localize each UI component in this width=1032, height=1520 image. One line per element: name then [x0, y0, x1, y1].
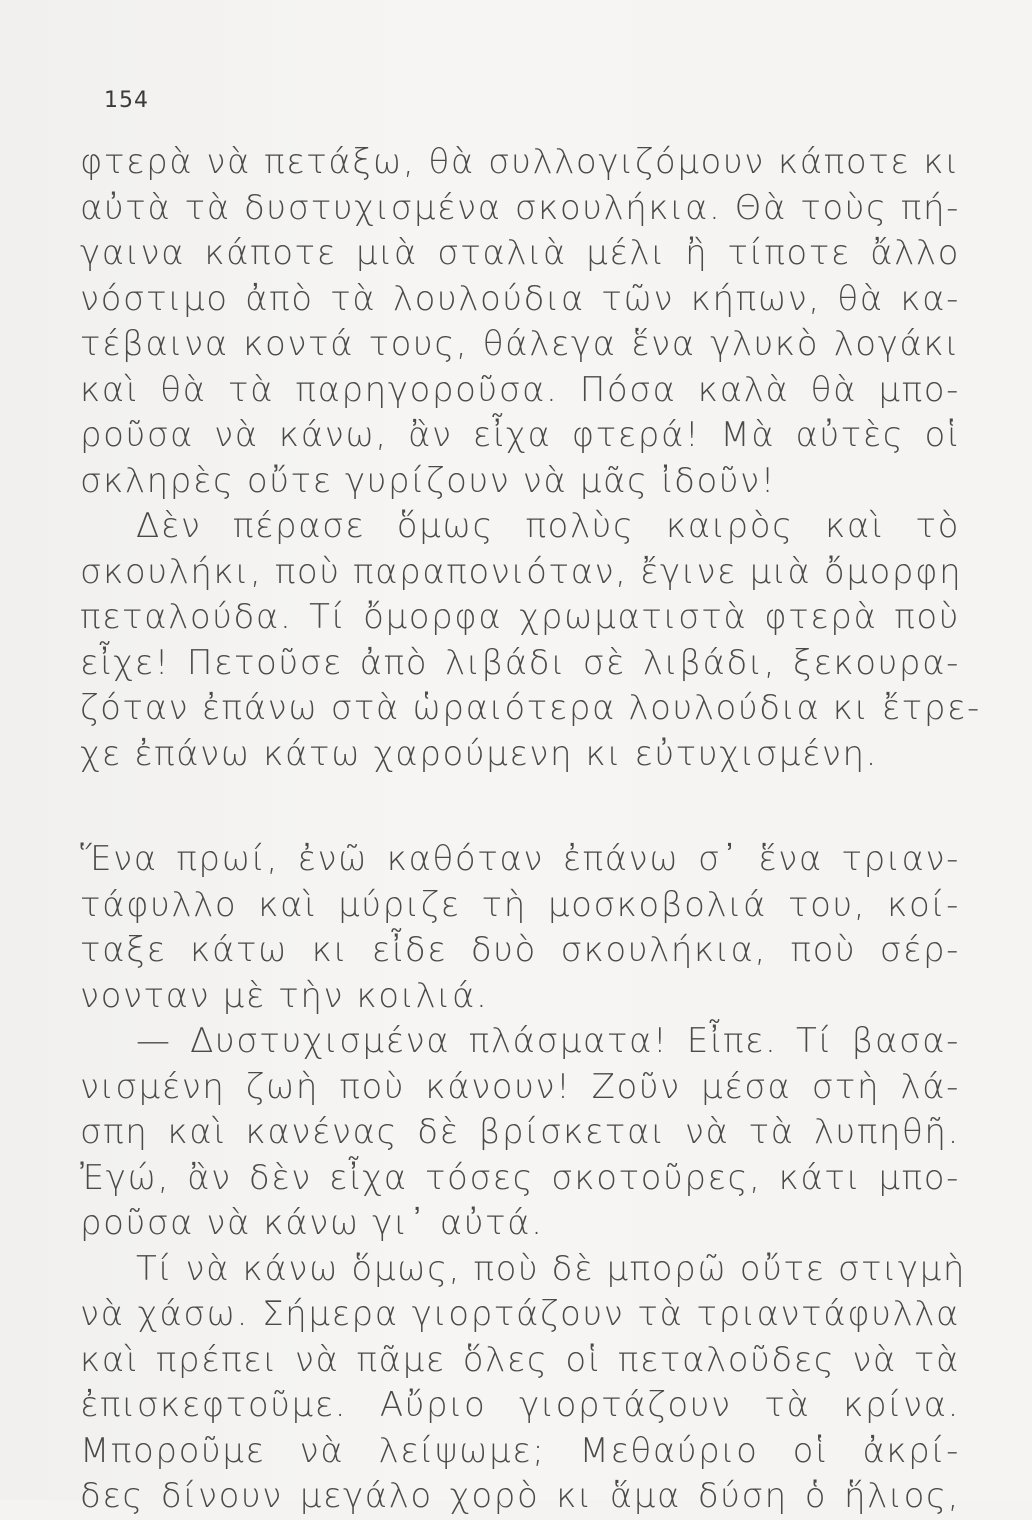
text-line: χε ἐπάνω κάτω χαρούμενη κι εὐτυχισμένη. — [80, 733, 879, 774]
text-line: σκληρὲς οὔτε γυρίζουν νὰ μᾶς ἰδοῦν! — [80, 460, 776, 501]
paragraph-5 — [80, 1247, 967, 1520]
text-line: εἶχε! Πετοῦσε ἀπὸ λιβάδι σὲ λιβάδι, ξεκουρα- — [80, 642, 960, 683]
text-line: γαινα κάποτε μιὰ σταλιὰ μέλι ἢ τίποτε ἄλλο — [80, 233, 960, 273]
text-line: Ἐγώ, ἂν δὲν εἶχα τόσες σκοτοῦρες, κάτι μπο- — [80, 1157, 960, 1198]
text-line: καὶ θὰ τὰ παρηγοροῦσα. Πόσα καλὰ θὰ μπο- — [80, 369, 960, 410]
page-number: 154 — [104, 88, 149, 113]
text-line: Ἕνα πρωί, ἐνῶ καθόταν ἐπάνω σ᾽ ἕνα τριαν- — [80, 839, 960, 879]
text-line: ταξε κάτω κι εἶδε δυὸ σκουλήκια, ποὺ σέρ- — [80, 930, 960, 970]
text-line: νισμένη ζωὴ ποὺ κάνουν! Ζοῦν μέσα στὴ λά- — [80, 1066, 960, 1107]
text-line: νονταν μὲ τὴν κοιλιά. — [80, 975, 489, 1016]
section-gap — [80, 777, 960, 837]
text-line: Τί νὰ κάνω ὅμως, ποὺ δὲ μπορῶ οὔτε στιγμὴ — [136, 1248, 967, 1289]
text-line: ζόταν ἐπάνω στὰ ὡραιότερα λουλούδια κι ἔτρε- — [80, 688, 981, 728]
paragraph-4 — [80, 1019, 960, 1247]
text-line: σπη καὶ κανένας δὲ βρίσκεται νὰ τὰ λυπηθῆ. — [80, 1112, 960, 1152]
paragraph-2 — [80, 504, 981, 777]
text-line: τάφυλλο καὶ μύριζε τὴ μοσκοβολιά του, κοί- — [80, 884, 960, 925]
text-line: — Δυστυχισμένα πλάσματα! Εἶπε. Τί βασα- — [136, 1021, 960, 1061]
text-line: τέβαινα κοντά τους, θάλεγα ἕνα γλυκὸ λογάκι — [80, 324, 960, 364]
text-line: αὐτὰ τὰ δυστυχισμένα σκουλήκια. Θὰ τοὺς πή- — [80, 187, 960, 228]
text-line: ροῦσα νὰ κάνω, ἂν εἶχα φτερά! Μὰ αὐτὲς οἱ — [80, 415, 960, 455]
text-line: Δὲν πέρασε ὅμως πολὺς καιρὸς καὶ τὸ — [136, 506, 960, 546]
text-line: σκουλήκι, ποὺ παραπονιόταν, ἔγινε μιὰ ὄμορφη — [80, 551, 963, 592]
text-line: νόστιμο ἀπὸ τὰ λουλούδια τῶν κήπων, θὰ κα- — [80, 278, 960, 319]
text-line: ροῦσα νὰ κάνω γι᾽ αὐτά. — [80, 1203, 544, 1243]
text-line: ἐπισκεφτοῦμε. Αὔριο γιορτάζουν τὰ κρίνα. — [80, 1385, 960, 1425]
text-line: πεταλούδα. Τί ὄμορφα χρωματιστὰ φτερὰ ποὺ — [80, 597, 960, 637]
paragraph-3 — [80, 837, 960, 1019]
text-line: φτερὰ νὰ πετάξω, θὰ συλλογιζόμουν κάποτε κι — [80, 142, 960, 182]
text-line: καὶ πρέπει νὰ πᾶμε ὅλες οἱ πεταλοῦδες νὰ τὰ — [80, 1339, 960, 1380]
text-line: Μποροῦμε νὰ λείψωμε; Μεθαύριο οἱ ἀκρί- — [80, 1430, 960, 1471]
text-line: δες δίνουν μεγάλο χορὸ κι ἅμα δύση ὁ ἥλιος, — [80, 1476, 960, 1516]
text-line: νὰ χάσω. Σήμερα γιορτάζουν τὰ τριαντάφυλλα — [80, 1294, 960, 1334]
body-text — [80, 140, 981, 1520]
paragraph-1 — [80, 140, 960, 504]
